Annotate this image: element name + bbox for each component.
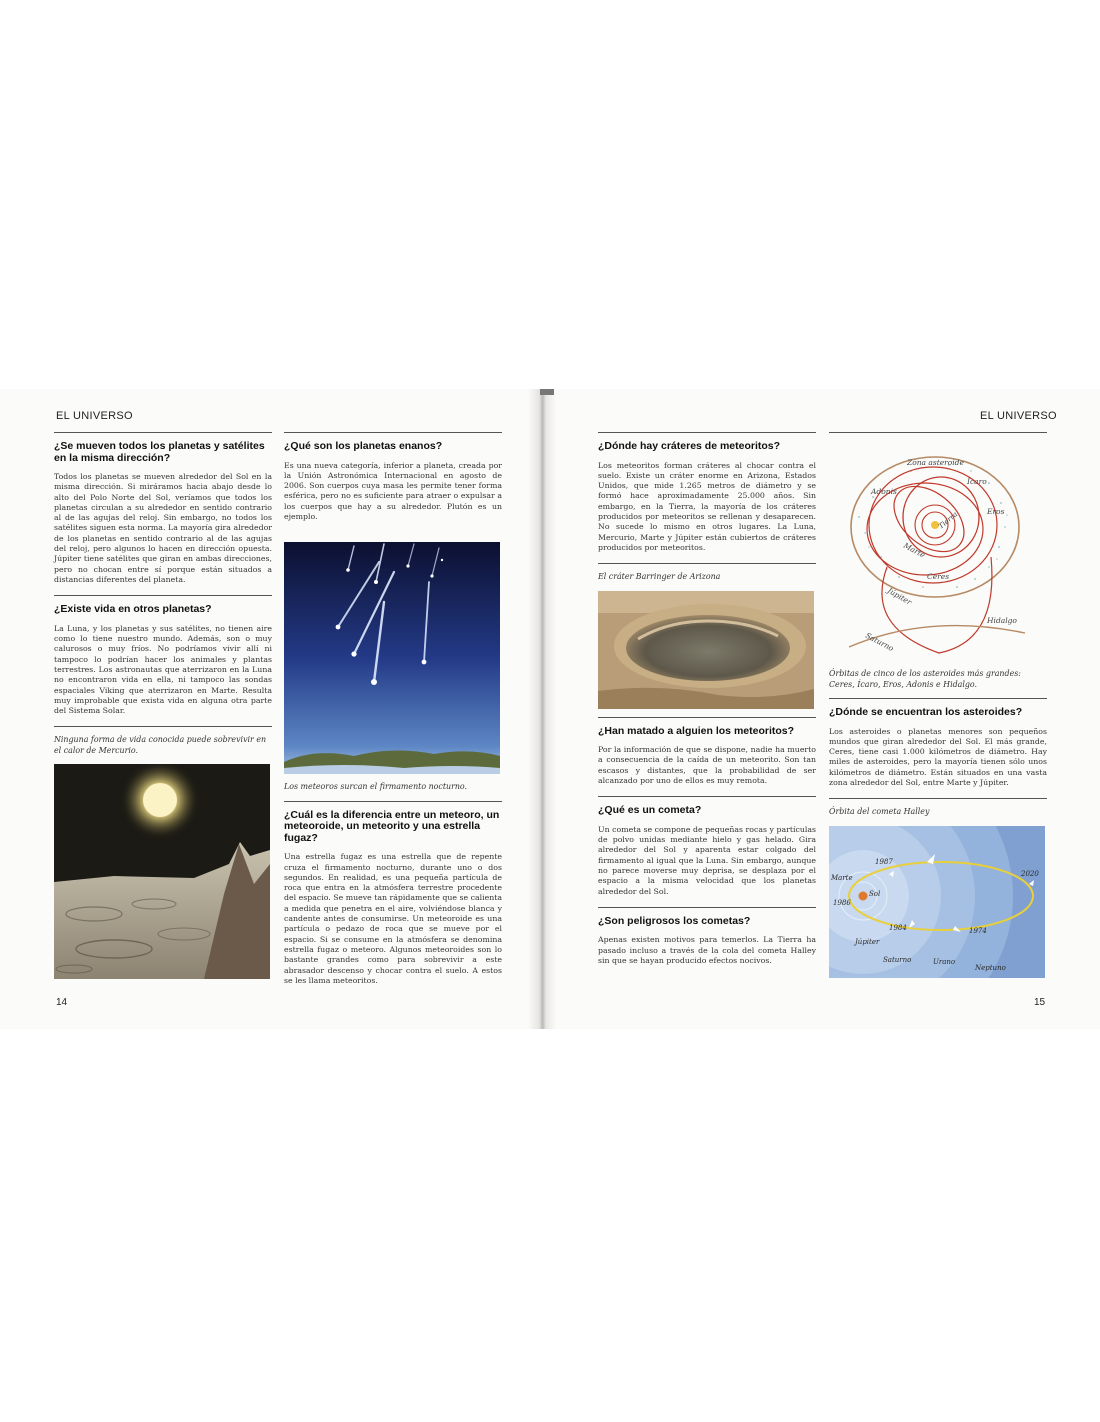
section-rule — [54, 595, 272, 596]
label-ceres: Ceres — [927, 572, 950, 581]
heading-vida-planetas: ¿Existe vida en otros planetas? — [54, 603, 212, 616]
heading-crateres: ¿Dónde hay cráteres de meteoritos? — [598, 440, 781, 452]
text-planetas-direccion: Todos los planetas se mueven alrededor del Sol en la misma dirección. Si miráramos hacia abajo desde lo alto del Polo Norte del Sol, veríamos que todos los planetas circulan a su alrededor en sentido contrario al de las agujas del reloj. Sin embargo, no todos los satélites siguen esta norma. La mayoría gira alrededor de los planetas en sentido contrario al de las agujas del reloj, pero algunos lo hacen en dirección opuesta. Júpiter tiene satélites que giran en ambas direcciones, pero no chocan entre sí porque están situados a distancias diferentes del planeta. — [54, 472, 272, 584]
caption-meteoros: Los meteoros surcan el firmamento nocturno. — [284, 782, 468, 792]
heading-asteroides: ¿Dónde se encuentran los asteroides? — [829, 706, 1023, 718]
label-urano: Urano — [933, 957, 956, 966]
section-rule — [598, 432, 816, 433]
heading-matado: ¿Han matado a alguien los meteoritos? — [598, 724, 795, 737]
label-neptuno: Neptuno — [975, 963, 1006, 972]
text-meteoro-diferencia: Una estrella fugaz es una estrella que de repente cruza el firmamento nocturno, durante uno o dos segundos. En realidad, es una pequeña partícula de roca que entra en la atmósfera terrestre procedente del espacio. Se mueve tan rápidamente que se calienta a medida que penetra en el aire, volviéndose blanca y candente antes de consumirse. Un meteoroide es una partícula o pedazo de roca que se mueve por el espacio. Si se consume en la atmósfera se denomina estrella fugaz o meteoro. Algunos meteoroides son lo bastante grandes como para sobrevivir a este abrasador descenso y chocar contra el suelo. A estos se les llama meteoritos. — [284, 852, 502, 985]
text-peligrosos: Apenas existen motivos para temerlos. La Tierra ha pasado incluso a través de la cola del cometa Halley sin que se hayan producido efectos nocivos. — [598, 935, 816, 966]
asteroid-orbits-diagram — [829, 437, 1045, 661]
label-saturno-halley: Saturno — [883, 955, 912, 964]
heading-planetas-direccion: ¿Se mueven todos los planetas y satélites en la misma dirección? — [54, 440, 265, 464]
label-tierra: Tierra — [937, 510, 960, 531]
section-rule — [829, 698, 1047, 699]
heading-cometa: ¿Qué es un cometa? — [598, 804, 702, 817]
heading-peligrosos: ¿Son peligrosos los cometas? — [598, 914, 751, 927]
label-zona-asteroide: Zona asteroide — [907, 458, 964, 467]
label-hidalgo: Hidalgo — [987, 616, 1017, 625]
text-asteroides: Los asteroides o planetas menores son pequeños mundos que giran alrededor del Sol. El más grande, Ceres, tiene casi 1.000 kilómetros de diámetro. Hay miles de asteroides, pero la mayoría tienen sólo unos kilómetros de diámetro. Están situados en una vasta zona alrededor del Sol, entre Marte y Júpiter. — [829, 726, 1047, 787]
section-rule — [829, 798, 1047, 799]
section-rule — [598, 717, 816, 718]
heading-planetas-enanos: ¿Qué son los planetas enanos? — [284, 440, 443, 452]
gutter-shadow — [540, 389, 554, 395]
section-rule — [598, 563, 816, 564]
label-marte-halley: Marte — [831, 873, 853, 882]
halley-orbit-diagram — [829, 826, 1045, 978]
right-page-column-1 — [598, 432, 816, 976]
section-rule — [284, 801, 502, 802]
text-planetas-enanos: Es una nueva categoría, inferior a planeta, creada por la Unión Astronómica Internacional en agosto de 2006. Son cuerpos cuya masa les permite tener forma esférica, pero no es suficiente para atraer o expulsar a los cuerpos que hay a su alrededor. Plutón es un ejemplo. — [284, 460, 502, 521]
left-page-column-1 — [54, 432, 272, 987]
text-matado: Por la información de que se dispone, nadie ha muerto a consecuencia de la caída de un meteorito. Son tan escasos y distantes, que la probabilidad de ser alcanzado por uno de ellos es muy remota. — [598, 745, 816, 786]
label-icaro: Ícaro — [967, 477, 987, 486]
barringer-crater-photo — [598, 591, 814, 709]
page-number-left: 14 — [56, 997, 68, 1008]
label-1984: 1984 — [889, 923, 907, 932]
label-sol: Sol — [869, 889, 881, 898]
caption-barringer: El cráter Barringer de Arizona — [598, 572, 721, 582]
label-1986: 1986 — [833, 898, 851, 907]
section-rule — [284, 432, 502, 433]
label-saturno: Saturno — [864, 630, 896, 654]
running-head-left: EL UNIVERSO — [56, 410, 133, 422]
right-page-column-2 — [829, 432, 1047, 986]
left-page-column-2 — [284, 432, 502, 996]
caption-orbitas-asteroides: Órbitas de cinco de los asteroides más grandes: Ceres, Ícaro, Eros, Adonis e Hidalgo. — [829, 669, 1021, 689]
section-rule — [598, 907, 816, 908]
section-rule — [598, 796, 816, 797]
label-marte: Marte — [902, 540, 927, 560]
label-jupiter-halley: Júpiter — [855, 937, 880, 946]
page-number-right: 15 — [1034, 997, 1046, 1008]
text-vida-planetas: La Luna, y los planetas y sus satélites, no tienen aire como lo tiene nuestro mundo. Además, son o muy calurosos o muy fríos. No podríamos vivir allí ni tampoco lo podrían hacer los animales y plantas terrestres. Los astronautas que aterrizaron en la Luna no encontraron vida en ella, ni tampoco las sondas espaciales Viking que aterrizaron en Marte. Resulta muy improbable que exista vida en alguna otra parte del Sistema Solar. — [54, 623, 272, 716]
text-crateres: Los meteoritos forman cráteres al chocar contra el suelo. Existe un cráter enorme en Arizona, Estados Unidos, que mide 1.265 metros de diámetro y se formó hace aproximadamente 25.000 años. Sin embargo, en la Tierra, la mayoría de los cráteres producidos por meteoritos se rellenan y desaparecen. No sucede lo mismo en otros lugares. La Luna, Mercurio, Marte y Júpiter están cubiertos de cráteres producidos por meteoritos. — [598, 460, 816, 552]
book-gutter — [528, 389, 556, 1029]
text-cometa: Un cometa se compone de pequeñas rocas y partículas de polvo unidas mediante hielo y gas helado. Gira alrededor del Sol y aparenta estar colgado del firmamento al igual que la Luna. Sin embargo, aunque no parece moverse muy deprisa, se desplaza por el espacio a la misma velocidad que los planetas alrededor del Sol. — [598, 824, 816, 896]
caption-mercurio: Ninguna forma de vida conocida puede sobrevivir en el calor de Mercurio. — [54, 735, 267, 755]
label-2020: 2020 — [1021, 869, 1039, 878]
label-jupiter: Júpiter — [886, 585, 914, 607]
caption-halley: Órbita del cometa Halley — [829, 807, 930, 817]
label-1974: 1974 — [969, 926, 987, 935]
label-eros: Eros — [987, 507, 1005, 516]
label-adonis: Adonis — [871, 487, 897, 496]
section-rule — [54, 726, 272, 727]
running-head-right: EL UNIVERSO — [980, 410, 1057, 422]
section-rule — [54, 432, 272, 433]
mercury-landscape-illustration — [54, 764, 270, 979]
section-rule — [829, 432, 1047, 433]
meteor-shower-illustration — [284, 542, 500, 774]
heading-meteoro-diferencia: ¿Cuál es la diferencia entre un meteoro, un meteoroide, un meteorito y una estrella fugaz? — [284, 808, 500, 844]
label-1987: 1987 — [875, 857, 893, 866]
